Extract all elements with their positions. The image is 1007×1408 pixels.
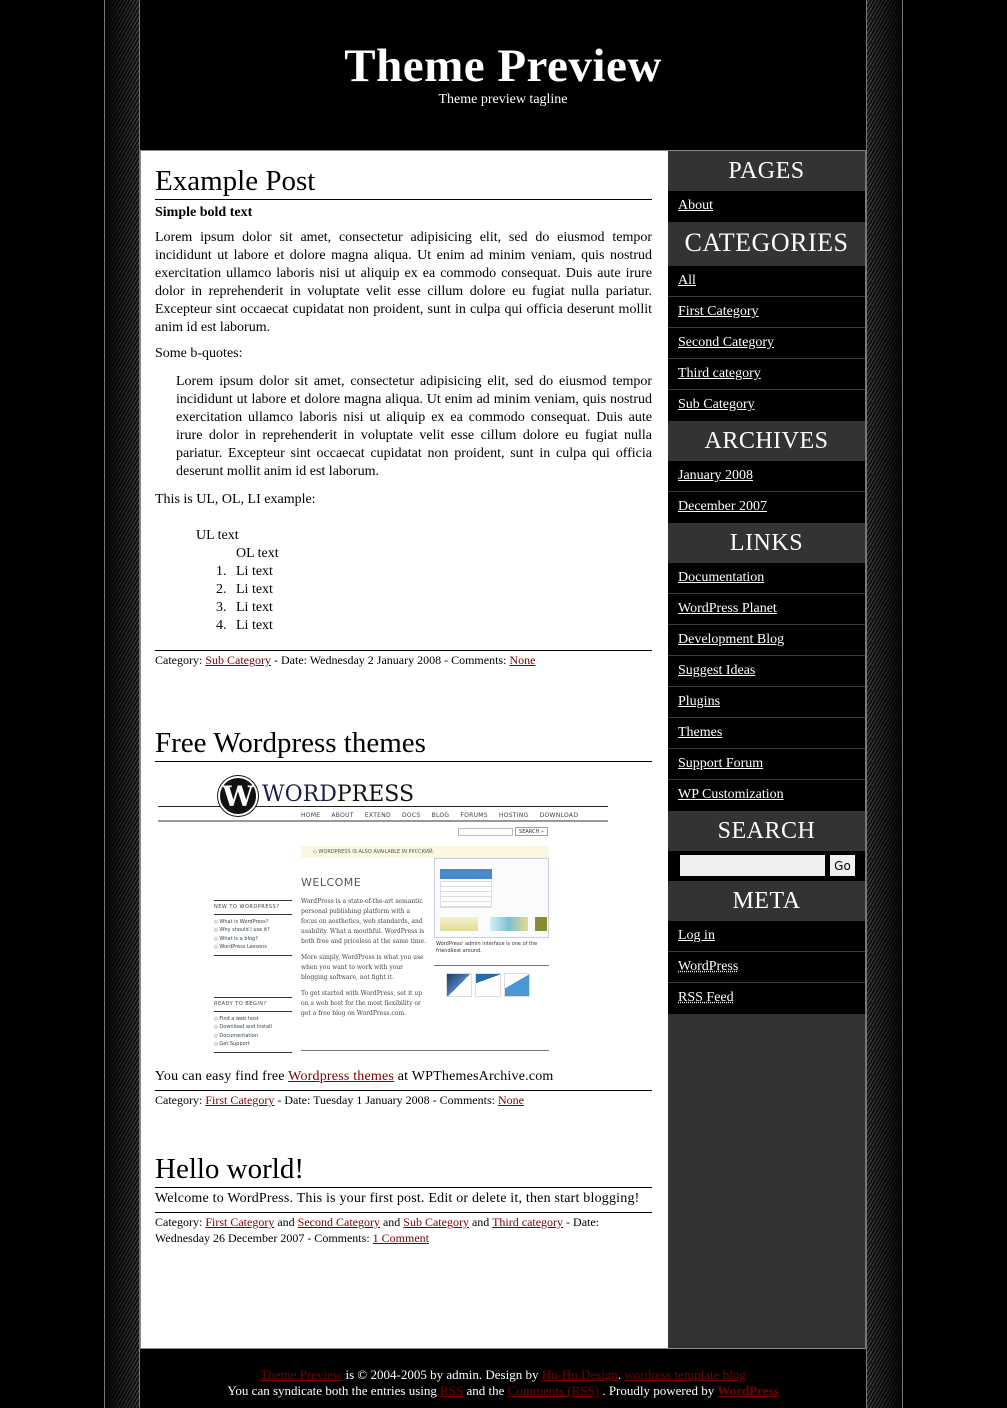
footer-line-1 [140, 1367, 866, 1383]
sidebar-item-first-category [668, 297, 865, 328]
sidebar-item-january-2008 [668, 461, 865, 492]
widget-title-categories: CATEGORIES [668, 222, 865, 266]
ul-text: UL text [196, 528, 239, 543]
widget-title-pages: PAGES [668, 151, 865, 191]
sidebar-link[interactable]: Development Blog [678, 632, 785, 647]
frame-line-right [902, 0, 903, 1408]
main-content [140, 150, 668, 1348]
bold-text: Simple bold text [155, 205, 253, 220]
list-example [196, 527, 652, 635]
sidebar-item-sub-category [668, 390, 865, 421]
date-text: - Date: Wednesday 26 December 2007 - Comments: [155, 1215, 600, 1245]
post-example [155, 163, 652, 668]
comments-link[interactable]: None [497, 1093, 524, 1107]
sidebar-item-rss-feed [668, 983, 865, 1014]
footer-template-blog-link[interactable]: wordress template blog [624, 1367, 746, 1382]
sidebar-link[interactable]: December 2007 [678, 499, 768, 514]
post-body [155, 204, 652, 509]
text: and [379, 1215, 404, 1229]
category-label: Category: [155, 653, 206, 667]
post-text [155, 1068, 652, 1086]
list-text: Li text [236, 618, 273, 633]
blockquote: Lorem ipsum dolor sit amet, consectetur adipisicing elit, sed do eiusmod tempor incididunt ut labore et dolore magna aliqua. Ut enim ad minim veniam, quis nostrud exercitation ullamco laboris nisi ut aliquip ex ea commodo consequat. Duis aute irure dolor in reprehenderit in voluptate velit esse cillum dolore eu fugiat nulla pariatur. Excepteur sint occaecat cupidatat non proident, sunt in culpa qui officia deserunt mollit anim id est laborum. [176, 374, 652, 479]
site-tagline: Theme preview tagline [438, 92, 568, 107]
ordered-list [216, 563, 652, 635]
sidebar-link[interactable]: January 2008 [678, 468, 754, 483]
site-header [140, 0, 866, 150]
sidebar [668, 150, 866, 1348]
post-title[interactable]: Free Wordpress themes [155, 725, 652, 762]
stripe-border-right [867, 0, 902, 1408]
footer-wordpress-link[interactable]: WordPress [717, 1383, 779, 1398]
list-item [216, 599, 652, 617]
sidebar-item-all [668, 266, 865, 297]
widget-title-search: SEARCH [668, 811, 865, 851]
sidebar-link[interactable]: WordPress Planet [678, 601, 777, 616]
sidebar-item-development-blog [668, 625, 865, 656]
sidebar-item-wordpress [668, 952, 865, 983]
sidebar-item-log-in [668, 921, 865, 952]
category-link[interactable]: Sub Category [205, 653, 271, 667]
footer-text: and the [463, 1383, 508, 1398]
wp-nav: HOME ABOUT EXTEND DOCS BLOG FORUMS HOSTING DOWNLOAD [301, 812, 579, 819]
wordpress-screenshot-image [158, 772, 608, 1062]
footer-text: . Proudly powered by [599, 1383, 718, 1398]
wp-admin-preview [434, 858, 549, 938]
post-text: Welcome to WordPress. This is your first post. Edit or delete it, then start blogging! [155, 1191, 640, 1206]
widget-archives [668, 461, 865, 523]
sidebar-link[interactable]: Suggest Ideas [678, 663, 756, 678]
sidebar-link[interactable]: Documentation [678, 570, 765, 585]
category-link[interactable]: Second Category [297, 1215, 380, 1229]
footer-rss-link[interactable]: RSS [440, 1383, 464, 1398]
text: You can easy find free [155, 1069, 289, 1084]
list-text: Li text [236, 582, 273, 597]
list-text: Li text [236, 564, 273, 579]
sidebar-item-support-forum [668, 749, 865, 780]
list-item [216, 581, 652, 599]
sidebar-item-december-2007 [668, 492, 865, 523]
paragraph: Lorem ipsum dolor sit amet, consectetur adipisicing elit, sed do eiusmod tempor incididunt ut labore et dolore magna aliqua. Ut enim ad minim veniam, quis nostrud exercitation ullamco laboris nisi ut aliquip ex ea commodo consequat. Duis aute irure dolor in reprehenderit in voluptate velit esse cillum dolore eu fugiat nulla pariatur. Excepteur sint occaecat cupidatat non proident, sunt in culpa qui officia deserunt mollit anim id est laborum. [155, 230, 652, 335]
search-go-button[interactable]: Go [830, 855, 855, 876]
wp-welcome: WELCOME [301, 876, 362, 889]
footer-designer-link[interactable]: Hu-Hu Design [541, 1367, 618, 1382]
site-footer [140, 1348, 866, 1408]
post-meta [155, 1090, 652, 1108]
wp-side-new: NEW TO WORDPRESS? ◇ What is WordPress? ◇ Why should I use it? ◇ What is a blog? ◇ WordPress Lessons [214, 900, 292, 956]
wp-search-button: SEARCH » [515, 827, 548, 836]
text: and [274, 1215, 298, 1229]
sidebar-link[interactable]: All [678, 273, 696, 288]
date-text: - Date: Tuesday 1 January 2008 - Comments: [274, 1093, 498, 1107]
sidebar-item-wordpress-planet [668, 594, 865, 625]
comments-link[interactable]: 1 Comment [372, 1231, 429, 1245]
sidebar-link[interactable]: WordPress [678, 959, 739, 974]
list-item [216, 617, 652, 635]
sidebar-item-themes [668, 718, 865, 749]
text: at WPThemesArchive.com [394, 1069, 554, 1084]
widget-title-meta: META [668, 881, 865, 921]
widget-categories [668, 266, 865, 421]
sidebar-link[interactable]: Themes [678, 725, 723, 740]
sidebar-link[interactable]: First Category [678, 304, 759, 319]
category-label: Category: [155, 1215, 206, 1229]
wp-caption: WordPress' admin interface is one of the friendliest around. [436, 941, 538, 954]
post-hello-world [155, 1151, 652, 1246]
widget-title-archives: ARCHIVES [668, 421, 865, 461]
date-text: - Date: Wednesday 2 January 2008 - Comments: [271, 653, 510, 667]
sidebar-link[interactable]: Third category [678, 366, 761, 381]
category-link[interactable]: Sub Category [403, 1215, 469, 1229]
sidebar-link[interactable]: WP Customization [678, 787, 784, 802]
bquote-label: Some b-quotes: [155, 346, 243, 361]
widget-pages [668, 191, 865, 222]
sidebar-link[interactable]: Log in [678, 928, 715, 943]
wordpress-logo-text: WORDPRESS [262, 782, 415, 807]
footer-theme-preview-link[interactable]: Theme Preview [260, 1367, 343, 1382]
footer-text: is © 2004-2005 by admin. Design by [342, 1367, 542, 1382]
comments-link[interactable]: None [509, 653, 536, 667]
ol-text: OL text [236, 546, 279, 561]
wp-intro: WordPress is a state-of-the-art semantic personal publishing platform with a focus on aesthetics, web standards, and usability. What a mouthful. WordPress is both free and priceless at the same time. More simply, WordPress is what you use when you want to work with your blogging software, not fight it. To get started with WordPress, set it up on a web host for the most flexibility or get a free blog on WordPress.com. [301, 898, 426, 1017]
footer-line-2 [140, 1383, 866, 1399]
widget-links [668, 563, 865, 811]
widget-meta [668, 921, 865, 1014]
sidebar-link[interactable]: Plugins [678, 694, 721, 709]
list-number: 4. [216, 618, 227, 633]
sidebar-item-third-category [668, 359, 865, 390]
footer-comments-rss-link[interactable]: Comments (RSS) [507, 1383, 600, 1398]
footer-text: You can syndicate both the entries using [227, 1383, 441, 1398]
sidebar-item-second-category [668, 328, 865, 359]
wordpress-themes-link[interactable]: Wordpress themes [288, 1069, 395, 1084]
post-title[interactable]: Hello world! [155, 1151, 652, 1188]
category-label: Category: [155, 1093, 206, 1107]
list-item [216, 563, 652, 581]
sidebar-link[interactable]: RSS Feed [678, 990, 734, 1005]
list-text: Li text [236, 600, 273, 615]
category-link[interactable]: First Category [205, 1215, 275, 1229]
sidebar-item-about [668, 191, 865, 222]
list-number: 3. [216, 600, 227, 615]
sidebar-link[interactable]: Sub Category [678, 397, 755, 412]
wp-side-ready: READY TO BEGIN? ◇ Find a web host ◇ Download and Install ◇ Documentation ◇ Get Support [214, 997, 292, 1053]
sidebar-item-documentation [668, 563, 865, 594]
sidebar-item-wp-customization [668, 780, 865, 811]
wp-search-box [458, 828, 513, 836]
sidebar-link[interactable]: About [678, 198, 713, 213]
footer-text: . [617, 1367, 625, 1382]
list-label: This is UL, OL, LI example: [155, 492, 316, 507]
sidebar-item-suggest-ideas [668, 656, 865, 687]
sidebar-link[interactable]: Second Category [678, 335, 775, 350]
text: and [468, 1215, 493, 1229]
wordpress-logo-icon: W [218, 776, 258, 816]
search-input[interactable] [680, 855, 825, 876]
list-number: 2. [216, 582, 227, 597]
category-link[interactable]: Third category [492, 1215, 564, 1229]
post-meta [155, 1212, 652, 1246]
site-title[interactable]: Theme Preview [344, 40, 662, 92]
wp-thumbnails [446, 973, 533, 1001]
post-free-themes [155, 725, 652, 1108]
list-number: 1. [216, 564, 227, 579]
post-meta [155, 650, 652, 668]
widget-title-links: LINKS [668, 523, 865, 563]
search-form [668, 851, 865, 881]
wp-notice: ◇ WORDPRESS IS ALSO AVAILABLE IN РУССКИЙ. [301, 846, 549, 858]
sidebar-link[interactable]: Support Forum [678, 756, 764, 771]
category-link[interactable]: First Category [205, 1093, 275, 1107]
stripe-border-left [105, 0, 140, 1408]
sidebar-item-plugins [668, 687, 865, 718]
post-title[interactable]: Example Post [155, 163, 652, 200]
